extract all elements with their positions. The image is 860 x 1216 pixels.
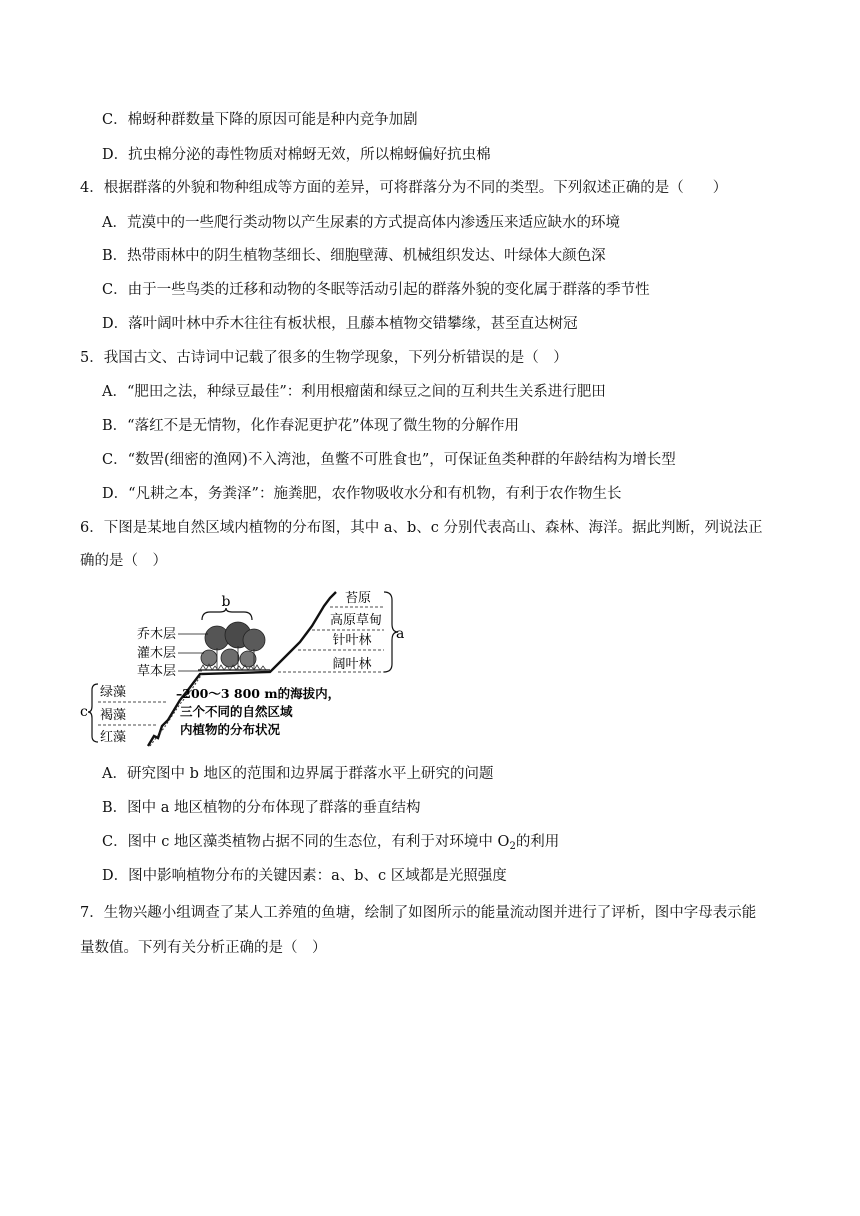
q4-option-a: A．荒漠中的一些爬行类动物以产生尿素的方式提高体内渗透压来适应缺水的环境 [102,215,620,231]
q6-option-c-subscript: 2 [509,841,516,852]
q4-stem: 4．根据群落的外貌和物种组成等方面的差异，可将群落分为不同的类型。下列叙述正确的是（ ） [80,180,728,196]
algae-green: 绿藻 [100,685,127,700]
layer-label-shrub: 灌木层 [136,646,176,661]
q6-option-d: D．图中影响植物分布的关键因素：a、b、c 区域都是光照强度 [102,868,507,884]
figure-caption-line1: –200～3 800 m的海拔内， [176,686,341,701]
layer-label-tree: 乔木层 [136,627,176,642]
q4-option-c: C．由于一些鸟类的迁移和动物的冬眠等活动引起的群落外貌的变化属于群落的季节性 [102,282,650,298]
q5-option-c: C．“数罟(细密的渔网)不入湾池，鱼鳖不可胜食也”，可保证鱼类种群的年龄结构为增长型 [102,452,676,468]
q4-option-d: D．落叶阔叶林中乔木往往有板状根，且藤本植物交错攀缘，甚至直达树冠 [102,316,578,332]
q6-stem-line2: 确的是（ ） [80,553,167,569]
q6-option-a: A．研究图中 b 地区的范围和边界属于群落水平上研究的问题 [102,766,494,782]
vegetation-distribution-figure [80,586,405,748]
layer-label-herb: 草本层 [136,664,176,679]
q5-option-a: A．“肥田之法，种绿豆最佳”：利用根瘤菌和绿豆之间的互利共生关系进行肥田 [102,384,606,400]
q6-option-c [102,832,559,852]
figure-caption-line2: 三个不同的自然区域 [180,704,293,719]
figure-label-a: a [396,626,405,642]
zone-meadow: 高原草甸 [329,613,383,628]
zone-tundra: 苔原 [344,591,372,606]
q5-option-d: D．“凡耕之本，务粪泽”：施粪肥，农作物吸收水分和有机物，有利于农作物生长 [102,486,622,502]
algae-brown: 褐藻 [100,708,127,723]
q3-option-d: D．抗虫棉分泌的毒性物质对棉蚜无效，所以棉蚜偏好抗虫棉 [102,147,491,163]
zone-broadleaf: 阔叶林 [332,657,372,672]
zone-coniferous: 针叶林 [332,633,372,648]
q6-option-b: B．图中 a 地区植物的分布体现了群落的垂直结构 [102,800,421,816]
brace-b [202,608,252,620]
q5-stem: 5．我国古文、古诗词中记载了很多的生物学现象，下列分析错误的是（ ） [80,350,568,366]
brace-c [88,684,98,742]
algae-red: 红藻 [100,730,127,745]
q4-option-b: B．热带雨林中的阴生植物茎细长、细胞壁薄、机械组织发达、叶绿体大颜色深 [102,248,606,264]
q6-stem-line1: 6．下图是某地自然区域内植物的分布图，其中 a、b、c 分别代表高山、森林、海洋。据此判断，列说法正 [80,520,763,536]
figure-label-b: b [221,594,231,610]
q7-stem-line1: 7．生物兴趣小组调查了某人工养殖的鱼塘，绘制了如图所示的能量流动图并进行了评析，图中字母表示能 [80,905,757,921]
figure-caption-line3: 内植物的分布状况 [180,722,281,737]
forest-trees [198,622,270,670]
q3-option-c: C．棉蚜种群数量下降的原因可能是种内竞争加剧 [102,112,418,128]
mountain-zones [278,591,384,672]
figure-label-c: c [80,704,88,720]
q5-option-b: B．“落红不是无情物，化作春泥更护花”体现了微生物的分解作用 [102,418,519,434]
q6-option-c-tail: 的利用 [515,834,560,850]
q6-option-c-text: C．图中 c 地区藻类植物占据不同的生态位，有利于对环境中 O [102,834,510,850]
q7-stem-line2: 量数值。下列有关分析正确的是（ ） [80,940,327,956]
